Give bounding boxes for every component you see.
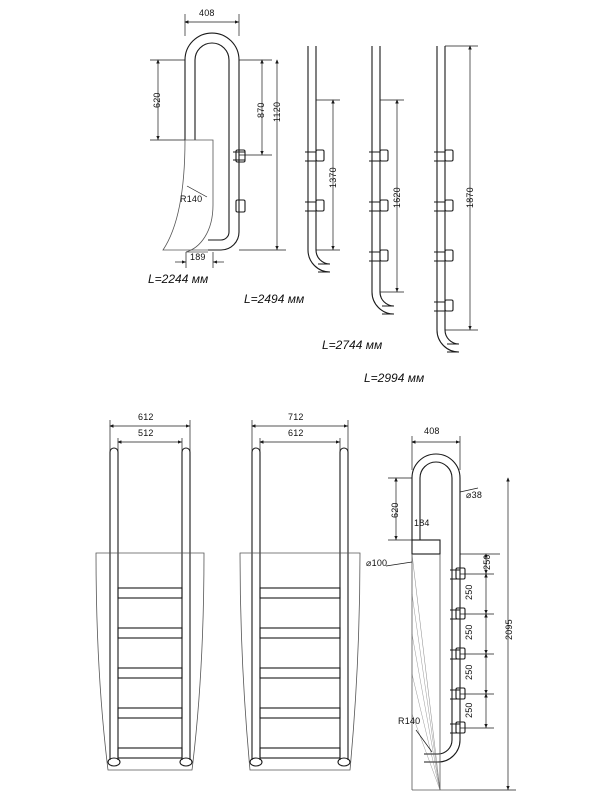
caption-ladder-2994: L=2994 мм bbox=[364, 371, 425, 385]
view-ladder-2244 bbox=[163, 33, 245, 252]
dim-250-5: 250 bbox=[464, 702, 474, 718]
dim-250-2: 250 bbox=[464, 584, 474, 600]
dim-250-4: 250 bbox=[464, 664, 474, 680]
dim-612-inner: 612 bbox=[288, 428, 304, 438]
view-front-narrow bbox=[108, 448, 192, 766]
view-side-detail bbox=[412, 454, 465, 790]
pool-wall-outline-narrow bbox=[96, 553, 204, 770]
dim-408-top: 408 bbox=[199, 8, 215, 18]
dim-620-bend: 620 bbox=[152, 92, 162, 108]
dim-R140-side: R140 bbox=[398, 716, 421, 726]
caption-ladder-2744: L=2744 мм bbox=[322, 338, 383, 352]
dim-189: 189 bbox=[190, 252, 206, 262]
caption-ladder-2494: L=2494 мм bbox=[244, 292, 305, 306]
dim-diameter-38: ⌀38 bbox=[466, 490, 483, 500]
dim-250-1: 250 bbox=[482, 554, 492, 570]
dim-408-side: 408 bbox=[424, 426, 440, 436]
dim-2095-total: 2095 bbox=[504, 619, 514, 640]
view-ladder-2744 bbox=[369, 46, 394, 314]
dim-250-3: 250 bbox=[464, 624, 474, 640]
dim-712-outer: 712 bbox=[288, 412, 304, 422]
dim-diameter-100: ⌀100 bbox=[366, 558, 388, 568]
dim-R140-top: R140 bbox=[180, 194, 203, 204]
dims-side-detail bbox=[386, 436, 516, 790]
dim-870-rung: 870 bbox=[256, 102, 266, 118]
dims-ladder-2244 bbox=[150, 14, 286, 268]
dim-512-inner: 512 bbox=[138, 428, 154, 438]
view-ladder-2494 bbox=[305, 46, 330, 272]
dim-1370: 1370 bbox=[328, 167, 338, 188]
dim-612-outer: 612 bbox=[138, 412, 154, 422]
dim-1620: 1620 bbox=[392, 187, 402, 208]
caption-ladder-2244: L=2244 мм bbox=[148, 272, 209, 286]
view-front-wide bbox=[250, 448, 350, 766]
pool-wall-outline-wide bbox=[240, 553, 360, 770]
dim-1120-drop: 1120 bbox=[272, 101, 282, 122]
dim-1870: 1870 bbox=[465, 187, 475, 208]
dim-620-side: 620 bbox=[390, 502, 400, 518]
dim-184: 184 bbox=[414, 518, 430, 528]
view-ladder-2994 bbox=[434, 46, 459, 352]
